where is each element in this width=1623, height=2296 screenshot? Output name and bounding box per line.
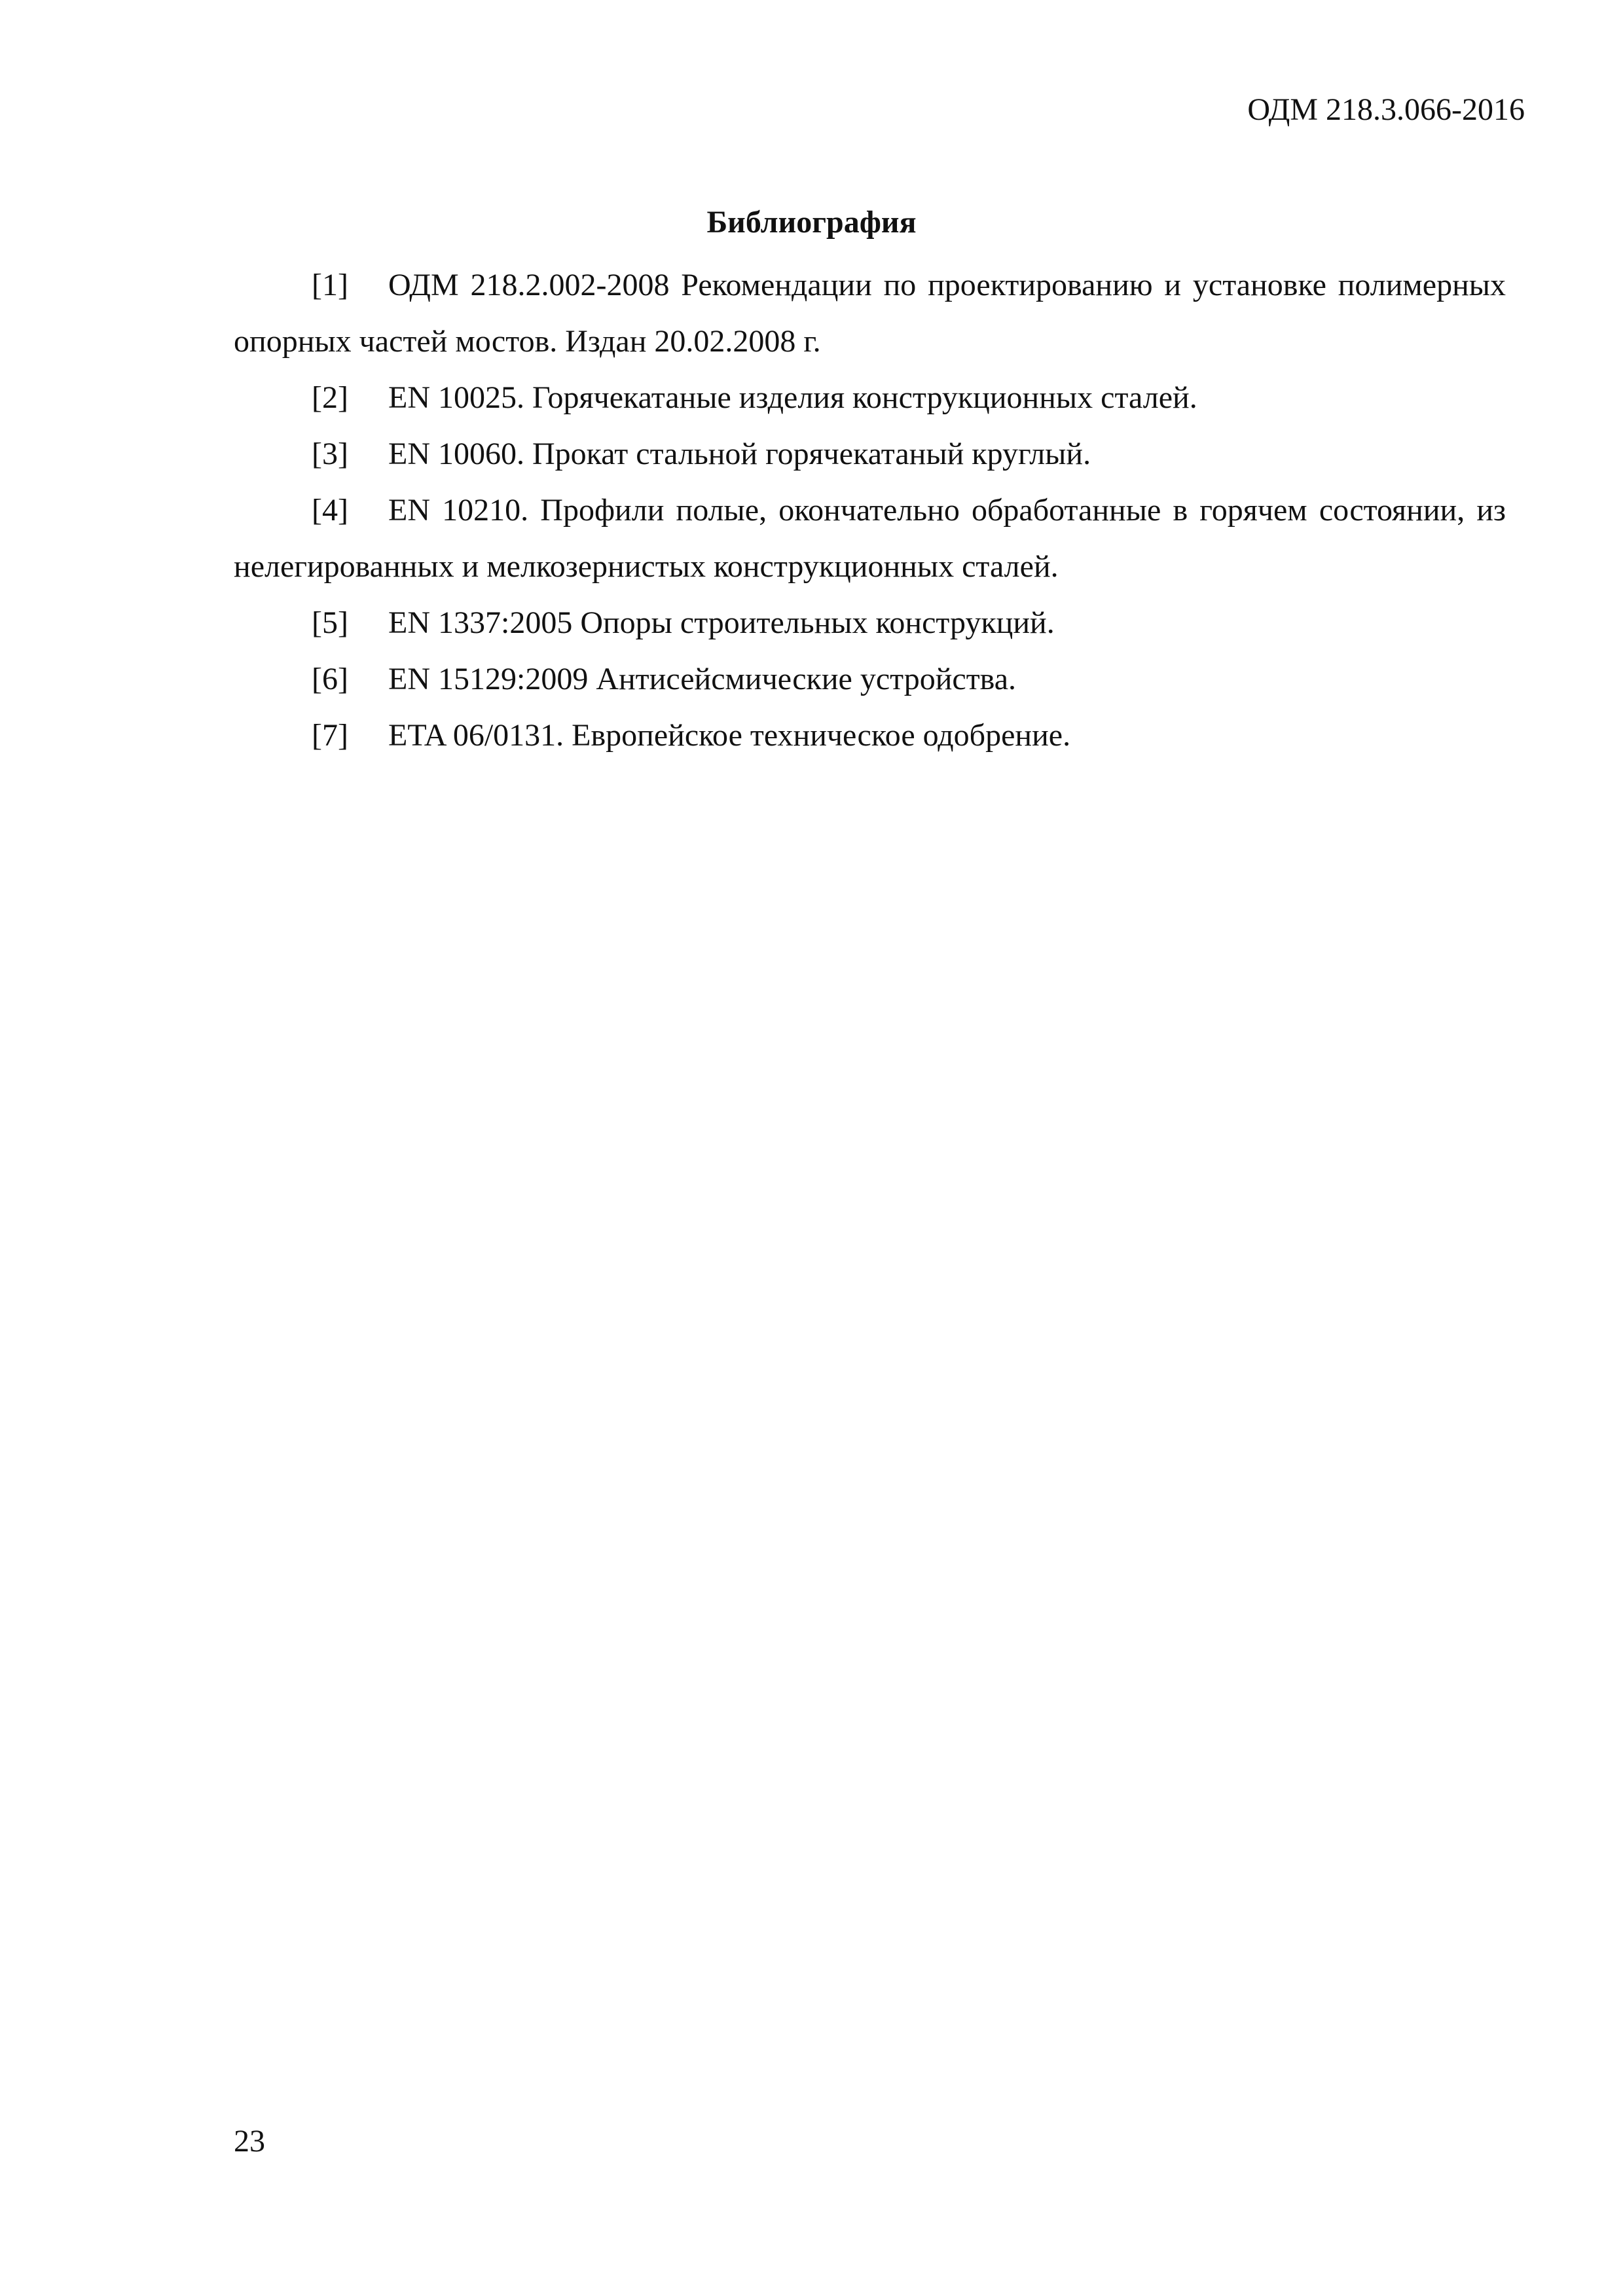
entry-text: EN 10210. Профили полые, окончательно обработанные в горячем состоянии, из нелегированных и мелкозернистых конструкционных сталей.	[234, 493, 1506, 584]
bibliography-entry	[234, 482, 1506, 595]
document-code: ОДМ 218.3.066-2016	[1247, 92, 1525, 127]
entry-number: [2]	[312, 380, 348, 415]
entry-text: EN 10060. Прокат стальной горячекатаный круглый.	[388, 437, 1091, 471]
entry-text: ETA 06/0131. Европейское техническое одобрение.	[388, 718, 1071, 753]
bibliography-entry	[234, 370, 1506, 426]
entry-number: [4]	[312, 493, 348, 528]
bibliography-entry	[234, 426, 1506, 482]
entry-text: EN 10025. Горячекатаные изделия конструкционных сталей.	[388, 380, 1197, 415]
entry-number: [5]	[312, 605, 348, 640]
entry-number: [6]	[312, 662, 348, 696]
entry-text: EN 15129:2009 Антисейсмические устройства.	[388, 662, 1017, 696]
entry-number: [7]	[312, 718, 348, 753]
section-title: Библиография	[706, 205, 917, 240]
bibliography-entry	[234, 595, 1506, 651]
bibliography-list	[234, 257, 1506, 764]
entry-number: [3]	[312, 437, 348, 471]
bibliography-entry	[234, 708, 1506, 764]
bibliography-entry	[234, 651, 1506, 708]
entry-text: ОДМ 218.2.002-2008 Рекомендации по проектированию и установке полимерных опорных частей мостов. Издан 20.02.2008 г.	[234, 268, 1506, 359]
entry-number: [1]	[312, 268, 348, 302]
page-number: 23	[234, 2124, 265, 2159]
entry-text: EN 1337:2005 Опоры строительных конструкций.	[388, 605, 1055, 640]
bibliography-entry	[234, 257, 1506, 370]
